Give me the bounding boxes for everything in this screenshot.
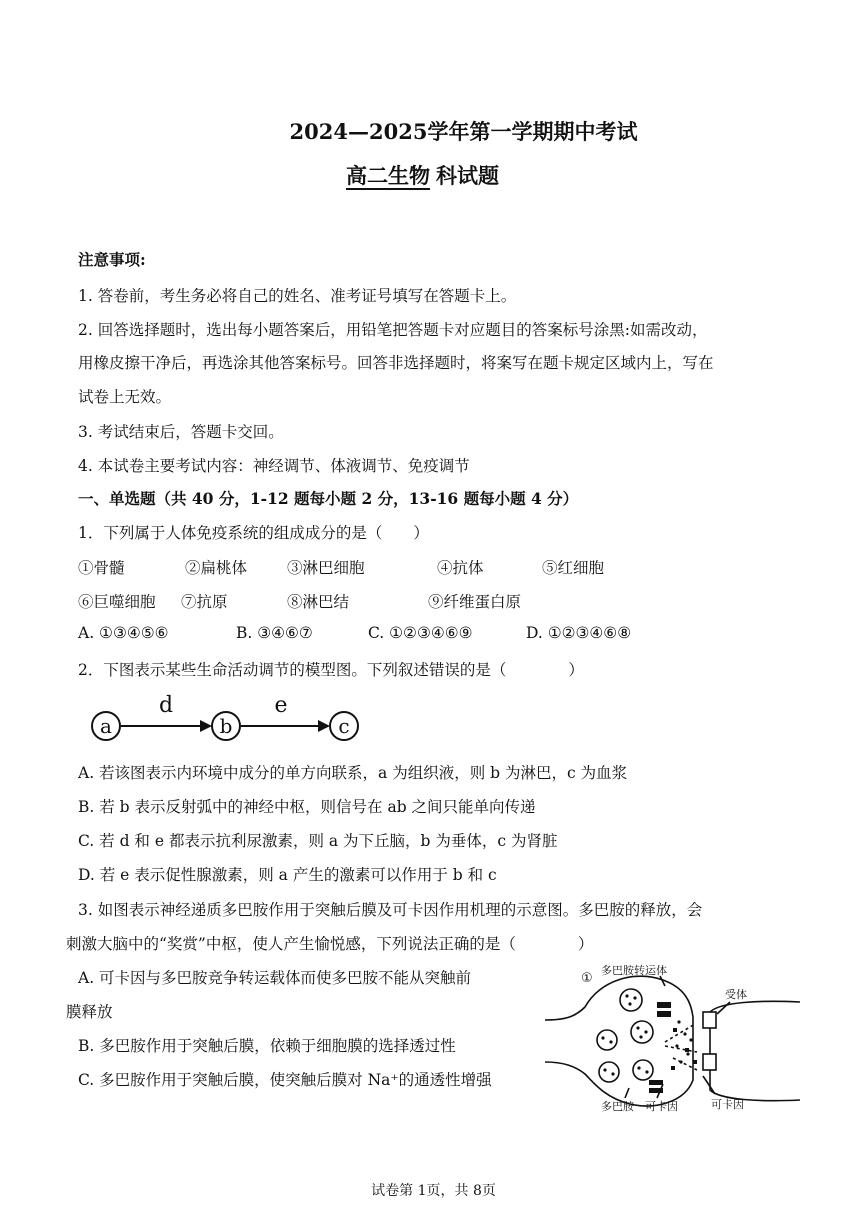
q3-option-b: B. 多巴胺作用于突触后膜，依赖于细胞膜的选择透过性 bbox=[78, 1037, 456, 1055]
notice-heading: 注意事项: bbox=[78, 250, 146, 269]
q3-stem-line1: 3. 如图表示神经递质多巴胺作用于突触后膜及可卡因作用机理的示意图。多巴胺的释放，会 bbox=[78, 901, 703, 919]
q1-item: ④抗体 bbox=[437, 559, 484, 577]
q1-item: ⑧淋巴结 bbox=[287, 593, 350, 611]
q2-option-b: B. 若 b 表示反射弧中的神经中枢，则信号在 ab 之间只能单向传递 bbox=[78, 798, 536, 816]
edge-e-arrowhead bbox=[318, 720, 330, 732]
receptor-lower bbox=[703, 1054, 716, 1070]
node-c-label: c bbox=[338, 714, 350, 738]
q3-option-a-cont: 膜释放 bbox=[66, 1003, 113, 1021]
cocaine-label-2: 可卡因 bbox=[711, 1098, 744, 1111]
edge-d-label: d bbox=[158, 693, 174, 718]
receptor-leader bbox=[717, 1002, 730, 1014]
subject-name: 高二生物 bbox=[346, 163, 430, 188]
q1-choice-a: A. ①③④⑤⑥ bbox=[78, 624, 169, 642]
q1-choice-c: C. ①②③④⑥⑨ bbox=[368, 624, 473, 642]
node-a-label: a bbox=[100, 714, 112, 738]
dopamine-leader bbox=[625, 1088, 629, 1098]
section-heading: 一、单选题（共 40 分，1-12 题每小题 2 分，13-16 题每小题 4 分） bbox=[78, 489, 579, 508]
vesicle bbox=[620, 989, 642, 1011]
transporter-upper bbox=[657, 1002, 671, 1008]
notice-item: 试卷上无效。 bbox=[78, 388, 172, 406]
q2-flow-diagram bbox=[88, 688, 368, 750]
q1-item: ⑤红细胞 bbox=[542, 559, 605, 577]
q1-choice-b: B. ③④⑥⑦ bbox=[236, 624, 313, 642]
q1-items-row1 bbox=[0, 556, 867, 578]
q1-item: ⑨纤维蛋白原 bbox=[428, 593, 522, 611]
transporter-lower bbox=[649, 1080, 663, 1085]
subject-title bbox=[0, 160, 845, 190]
vesicle bbox=[633, 1060, 653, 1080]
q1-item: ⑦抗原 bbox=[181, 593, 228, 611]
q1-item: ②扁桃体 bbox=[185, 559, 248, 577]
q1-item: ⑥巨噬细胞 bbox=[78, 593, 156, 611]
transporter-label: 多巴胺转运体 bbox=[601, 964, 667, 977]
vesicle bbox=[597, 1030, 617, 1050]
notice-item: 4. 本试卷主要考试内容：神经调节、体液调节、免疫调节 bbox=[78, 457, 470, 475]
q3-option-a: A. 可卡因与多巴胺竞争转运载体而使多巴胺不能从突触前 bbox=[78, 969, 472, 987]
node-b-label: b bbox=[219, 714, 233, 738]
page-footer: 试卷第 1页，共 8页 bbox=[371, 1183, 496, 1199]
presynaptic-membrane bbox=[545, 976, 693, 1106]
exam-title: 2024—2025学年第一学期期中考试 bbox=[289, 119, 638, 144]
vesicle bbox=[599, 1062, 619, 1082]
q2-option-d: D. 若 e 表示促性腺激素，则 a 产生的激素可以作用于 b 和 c bbox=[78, 866, 497, 884]
notice-item: 1. 答卷前，考生务必将自己的姓名、准考证号填写在答题卡上。 bbox=[78, 287, 517, 305]
edge-d-arrowhead bbox=[200, 720, 212, 732]
receptor-upper bbox=[703, 1012, 716, 1028]
q3-stem-line2: 刺激大脑中的“奖赏”中枢，使人产生愉悦感，下列说法正确的是（ ） bbox=[66, 935, 594, 953]
notice-item: 2. 回答选择题时，选出每小题答案后，用铅笔把答题卡对应题目的答案标号涂黑:如需改动， bbox=[78, 321, 708, 339]
cocaine-leader-2 bbox=[703, 1076, 715, 1094]
notice-item: 用橡皮擦干净后，再选涂其他答案标号。回答非选择题时，将案写在题卡规定区域内上，写在 bbox=[78, 354, 714, 372]
marker-label: ① bbox=[581, 971, 593, 986]
vesicle bbox=[631, 1021, 653, 1043]
postsynaptic-membrane bbox=[710, 1001, 800, 1100]
edge-e-label: e bbox=[274, 693, 288, 718]
q1-items-row2 bbox=[0, 590, 867, 612]
cocaine-label-1: 可卡因 bbox=[645, 1100, 678, 1113]
q1-choice-d: D. ①②③④⑥⑧ bbox=[526, 624, 632, 642]
q3-option-c: C. 多巴胺作用于突触后膜，使突触后膜对 Na⁺的通透性增强 bbox=[78, 1071, 492, 1089]
dopamine-label: 多巴胺 bbox=[601, 1100, 634, 1113]
q2-option-a: A. 若该图表示内环境中成分的单方向联系，a 为组织液，则 b 为淋巴，c 为血浆 bbox=[78, 764, 628, 782]
synapse-figure bbox=[545, 962, 800, 1117]
q1-item: ③淋巴细胞 bbox=[287, 559, 365, 577]
q1-choices bbox=[0, 624, 867, 646]
q2-stem: 2．下图表示某些生命活动调节的模型图。下列叙述错误的是（ ） bbox=[78, 661, 584, 679]
subject-suffix: 科试题 bbox=[436, 163, 499, 188]
q2-option-c: C. 若 d 和 e 都表示抗利尿激素，则 a 为下丘脑，b 为垂体，c 为肾脏 bbox=[78, 832, 558, 850]
q1-stem: 1．下列属于人体免疫系统的组成成分的是（ ） bbox=[78, 524, 429, 542]
transporter-upper-b bbox=[657, 1011, 671, 1017]
notice-item: 3. 考试结束后，答题卡交回。 bbox=[78, 423, 284, 441]
receptor-label: 受体 bbox=[725, 988, 747, 1001]
transporter-lower-b bbox=[649, 1088, 663, 1093]
q1-item: ①骨髓 bbox=[78, 559, 125, 577]
